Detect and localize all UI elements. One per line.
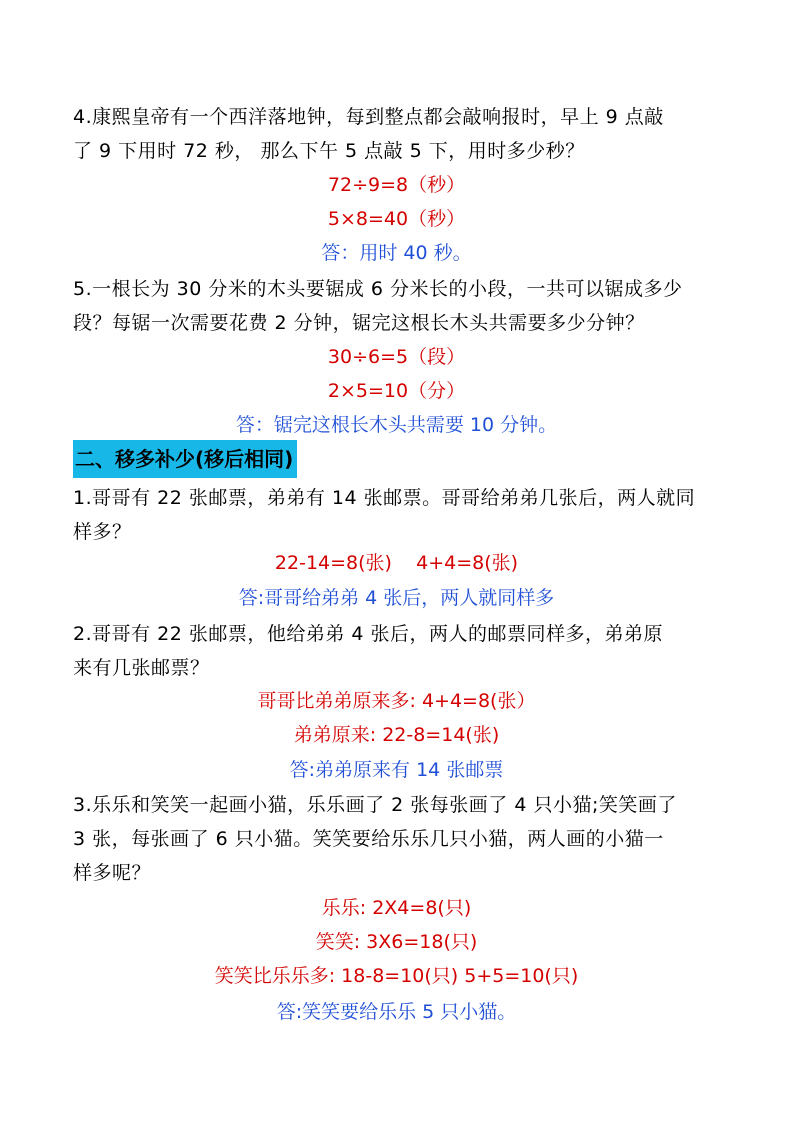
q4-calc1: 72÷9=8（秒） bbox=[327, 174, 466, 196]
s2q1-text bbox=[73, 481, 723, 549]
s2q3-line3: 样多呢？ bbox=[73, 862, 152, 884]
q5-line1: 5.一根长为 30 分米的木头要锯成 6 分米长的小段，一共可以锯成多少 bbox=[73, 278, 683, 300]
q5-calc1: 30÷6=5（段） bbox=[327, 346, 466, 368]
q5-calc2: 2×5=10（分） bbox=[327, 380, 466, 402]
s2q2-line2: 来有几张邮票？ bbox=[73, 657, 210, 679]
s2q2-calc1: 哥哥比弟弟原来多: 4+4=8(张） bbox=[257, 690, 536, 712]
q5-line2: 段？每锯一次需要花费 2 分钟，锯完这根长木头共需要多少分钟？ bbox=[73, 312, 645, 334]
s2q3-calc3: 笑笑比乐乐多: 18-8=10(只) 5+5=10(只) bbox=[214, 965, 579, 987]
s2q1-line2: 样多？ bbox=[73, 521, 132, 543]
s2q2-answer: 答:弟弟原来有 14 张邮票 bbox=[289, 759, 504, 781]
s2q3-calc1: 乐乐: 2X4=8(只) bbox=[321, 897, 472, 919]
s2q3-line1: 3.乐乐和笑笑一起画小猫，乐乐画了 2 张每张画了 4 只小猫;笑笑画了 bbox=[73, 794, 677, 816]
s2q2-line1: 2.哥哥有 22 张邮票，他给弟弟 4 张后，两人的邮票同样多，弟弟原 bbox=[73, 623, 664, 645]
q5-answer: 答：锯完这根长木头共需要 10 分钟。 bbox=[235, 414, 558, 436]
q4-answer: 答：用时 40 秒。 bbox=[321, 242, 472, 264]
s2q1-answer: 答:哥哥给弟弟 4 张后，两人就同样多 bbox=[238, 587, 555, 609]
s2q2-text bbox=[73, 617, 723, 685]
s2q3-answer: 答:笑笑要给乐乐 5 只小猫。 bbox=[276, 1001, 517, 1023]
q4-text bbox=[73, 100, 723, 168]
s2q3-text bbox=[73, 788, 723, 890]
s2q3-line2: 3 张，每张画了 6 只小猫。笑笑要给乐乐几只小猫，两人画的小猫一 bbox=[73, 828, 664, 850]
section-heading: 二、移多补少(移后相同) bbox=[73, 440, 297, 478]
s2q3-calc2: 笑笑: 3X6=18(只) bbox=[315, 931, 478, 953]
s2q1-line1: 1.哥哥有 22 张邮票，弟弟有 14 张邮票。哥哥给弟弟几张后，两人就同 bbox=[73, 487, 696, 509]
s2q1-calc1: 22-14=8(张) 4+4=8(张) bbox=[274, 552, 519, 574]
s2q2-calc2: 弟弟原来: 22-8=14(张) bbox=[293, 724, 500, 746]
q4-calc2: 5×8=40（秒） bbox=[327, 208, 466, 230]
q4-line1: 4.康熙皇帝有一个西洋落地钟，每到整点都会敲响报时，早上 9 点敲 bbox=[73, 106, 664, 128]
q5-text bbox=[73, 272, 723, 340]
q4-line2: 了 9 下用时 72 秒， 那么下午 5 点敲 5 下，用时多少秒？ bbox=[73, 140, 585, 162]
